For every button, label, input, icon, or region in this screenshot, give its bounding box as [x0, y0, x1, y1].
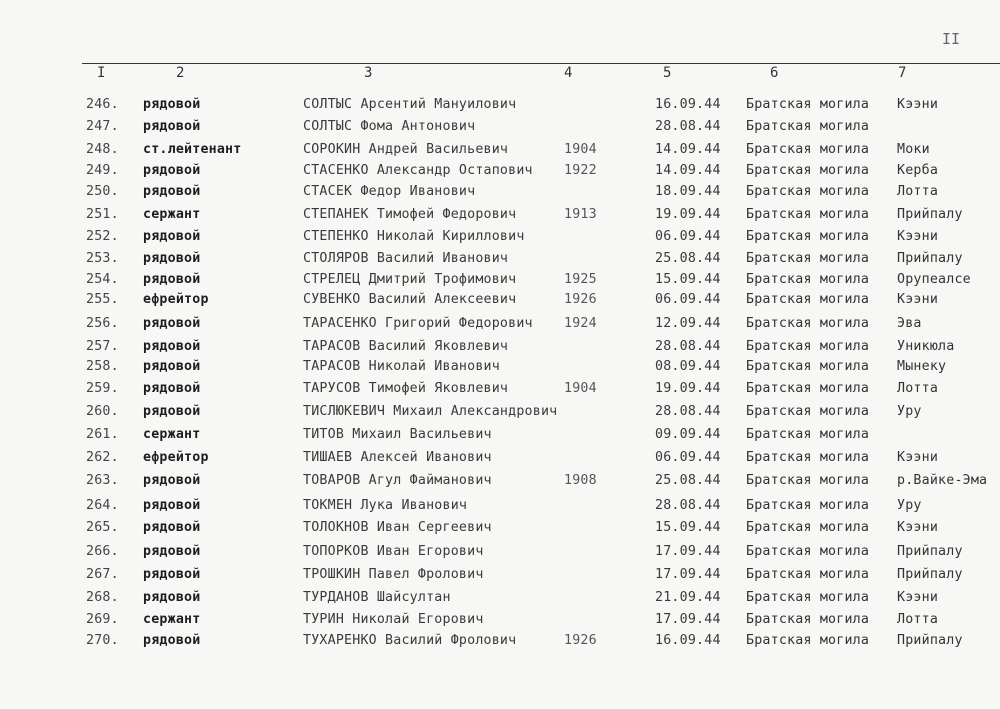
full-name: СОЛТЫС Фома Антонович — [303, 119, 476, 134]
full-name: ТОПОРКОВ Иван Егорович — [303, 544, 484, 559]
burial-place: Прийпалу — [897, 567, 963, 582]
burial-type: Братская могила — [746, 272, 870, 287]
birth-year: 1922 — [564, 163, 597, 178]
death-date: 08.09.44 — [655, 359, 721, 374]
rank: рядовой — [143, 567, 201, 582]
table-row — [0, 339, 1000, 359]
birth-year: 1904 — [564, 142, 597, 157]
row-number: 257. — [86, 339, 119, 354]
rank: ефрейтор — [143, 292, 209, 307]
table-row — [0, 427, 1000, 447]
birth-year: 1924 — [564, 316, 597, 331]
burial-type: Братская могила — [746, 427, 870, 442]
burial-type: Братская могила — [746, 359, 870, 374]
death-date: 06.09.44 — [655, 292, 721, 307]
birth-year: 1908 — [564, 473, 597, 488]
row-number: 258. — [86, 359, 119, 374]
row-number: 265. — [86, 520, 119, 535]
table-row — [0, 97, 1000, 117]
rank: рядовой — [143, 184, 201, 199]
death-date: 06.09.44 — [655, 229, 721, 244]
column-header: I — [97, 65, 106, 81]
burial-place: Кээни — [897, 292, 939, 307]
burial-place: Эва — [897, 316, 922, 331]
death-date: 25.08.44 — [655, 473, 721, 488]
burial-place: Лотта — [897, 184, 939, 199]
table-row — [0, 544, 1000, 564]
rank: рядовой — [143, 498, 201, 513]
table-row — [0, 163, 1000, 183]
full-name: СТЕПЕНКО Николай Кириллович — [303, 229, 525, 244]
burial-place: Кээни — [897, 97, 939, 112]
column-header: 7 — [898, 65, 907, 81]
death-date: 14.09.44 — [655, 163, 721, 178]
row-number: 246. — [86, 97, 119, 112]
death-date: 15.09.44 — [655, 520, 721, 535]
rank: рядовой — [143, 590, 201, 605]
rank: ст.лейтенант — [143, 142, 242, 157]
death-date: 17.09.44 — [655, 612, 721, 627]
row-number: 263. — [86, 473, 119, 488]
burial-place: Уникюла — [897, 339, 955, 354]
row-number: 264. — [86, 498, 119, 513]
burial-type: Братская могила — [746, 498, 870, 513]
death-date: 19.09.44 — [655, 207, 721, 222]
table-row — [0, 520, 1000, 540]
row-number: 261. — [86, 427, 119, 442]
full-name: ТИСЛЮКЕВИЧ Михаил Александрович — [303, 404, 558, 419]
burial-place: Прийпалу — [897, 633, 963, 648]
burial-type: Братская могила — [746, 450, 870, 465]
full-name: ТОКМЕН Лука Иванович — [303, 498, 468, 513]
full-name: СТОЛЯРОВ Василий Иванович — [303, 251, 509, 266]
death-date: 17.09.44 — [655, 567, 721, 582]
burial-place: Кээни — [897, 450, 939, 465]
full-name: ТАРАСЕНКО Григорий Федорович — [303, 316, 533, 331]
burial-place: Моки — [897, 142, 930, 157]
row-number: 251. — [86, 207, 119, 222]
table-row — [0, 567, 1000, 587]
burial-type: Братская могила — [746, 184, 870, 199]
burial-place: Кээни — [897, 229, 939, 244]
death-date: 28.08.44 — [655, 498, 721, 513]
column-header: 3 — [364, 65, 373, 81]
full-name: ТОВАРОВ Агул Файманович — [303, 473, 492, 488]
death-date: 28.08.44 — [655, 339, 721, 354]
death-date: 14.09.44 — [655, 142, 721, 157]
column-header: 6 — [770, 65, 779, 81]
burial-type: Братская могила — [746, 97, 870, 112]
table-row — [0, 612, 1000, 632]
table-row — [0, 292, 1000, 312]
burial-place: Керба — [897, 163, 939, 178]
burial-type: Братская могила — [746, 633, 870, 648]
death-date: 12.09.44 — [655, 316, 721, 331]
table-row — [0, 251, 1000, 271]
row-number: 247. — [86, 119, 119, 134]
table-row — [0, 359, 1000, 379]
row-number: 255. — [86, 292, 119, 307]
row-number: 252. — [86, 229, 119, 244]
burial-type: Братская могила — [746, 292, 870, 307]
table-row — [0, 381, 1000, 401]
burial-place: Прийпалу — [897, 207, 963, 222]
burial-type: Братская могила — [746, 520, 870, 535]
rank: рядовой — [143, 97, 201, 112]
table-row — [0, 450, 1000, 470]
burial-type: Братская могила — [746, 590, 870, 605]
table-row — [0, 404, 1000, 424]
table-row — [0, 207, 1000, 227]
burial-type: Братская могила — [746, 207, 870, 222]
burial-place: Прийпалу — [897, 544, 963, 559]
full-name: ТАРАСОВ Василий Яковлевич — [303, 339, 509, 354]
row-number: 269. — [86, 612, 119, 627]
column-header: 2 — [176, 65, 185, 81]
rank: сержант — [143, 427, 201, 442]
burial-place: Кээни — [897, 520, 939, 535]
rank: рядовой — [143, 251, 201, 266]
rank: рядовой — [143, 520, 201, 535]
rank: рядовой — [143, 381, 201, 396]
burial-place: р.Вайке-Эма — [897, 473, 988, 488]
table-row — [0, 473, 1000, 493]
column-header: 5 — [663, 65, 672, 81]
table-row — [0, 316, 1000, 336]
table-row — [0, 272, 1000, 292]
full-name: ТАРАСОВ Николай Иванович — [303, 359, 500, 374]
table-row — [0, 633, 1000, 653]
death-date: 15.09.44 — [655, 272, 721, 287]
burial-place: Уру — [897, 404, 922, 419]
burial-place: Орупеалсе — [897, 272, 971, 287]
full-name: ТУРДАНОВ Шайсултан — [303, 590, 451, 605]
row-number: 267. — [86, 567, 119, 582]
full-name: СТРЕЛЕЦ Дмитрий Трофимович — [303, 272, 517, 287]
burial-type: Братская могила — [746, 163, 870, 178]
table-row — [0, 184, 1000, 204]
death-date: 16.09.44 — [655, 97, 721, 112]
full-name: ТИТОВ Михаил Васильевич — [303, 427, 492, 442]
rank: рядовой — [143, 316, 201, 331]
rank: рядовой — [143, 272, 201, 287]
row-number: 256. — [86, 316, 119, 331]
full-name: ТРОШКИН Павел Фролович — [303, 567, 484, 582]
death-date: 21.09.44 — [655, 590, 721, 605]
death-date: 17.09.44 — [655, 544, 721, 559]
burial-type: Братская могила — [746, 567, 870, 582]
birth-year: 1926 — [564, 633, 597, 648]
full-name: ТАРУСОВ Тимофей Яковлевич — [303, 381, 509, 396]
full-name: ТИШАЕВ Алексей Иванович — [303, 450, 492, 465]
full-name: СОЛТЫС Арсентий Мануилович — [303, 97, 517, 112]
death-date: 09.09.44 — [655, 427, 721, 442]
table-row — [0, 142, 1000, 162]
burial-place: Кээни — [897, 590, 939, 605]
row-number: 260. — [86, 404, 119, 419]
full-name: ТУРИН Николай Егорович — [303, 612, 484, 627]
rank: рядовой — [143, 359, 201, 374]
burial-type: Братская могила — [746, 119, 870, 134]
burial-type: Братская могила — [746, 473, 870, 488]
full-name: СТЕПАНЕК Тимофей Федорович — [303, 207, 517, 222]
full-name: СТАСЕНКО Александр Остапович — [303, 163, 533, 178]
burial-type: Братская могила — [746, 339, 870, 354]
table-row — [0, 229, 1000, 249]
burial-type: Братская могила — [746, 251, 870, 266]
death-date: 18.09.44 — [655, 184, 721, 199]
rank: сержант — [143, 612, 201, 627]
burial-type: Братская могила — [746, 612, 870, 627]
row-number: 266. — [86, 544, 119, 559]
row-number: 250. — [86, 184, 119, 199]
rank: рядовой — [143, 229, 201, 244]
table-row — [0, 590, 1000, 610]
rank: сержант — [143, 207, 201, 222]
table-row — [0, 498, 1000, 518]
rank: рядовой — [143, 544, 201, 559]
burial-type: Братская могила — [746, 381, 870, 396]
death-date: 28.08.44 — [655, 119, 721, 134]
rank: рядовой — [143, 339, 201, 354]
birth-year: 1926 — [564, 292, 597, 307]
birth-year: 1904 — [564, 381, 597, 396]
burial-place: Лотта — [897, 612, 939, 627]
burial-place: Прийпалу — [897, 251, 963, 266]
rank: рядовой — [143, 404, 201, 419]
table-row — [0, 119, 1000, 139]
row-number: 254. — [86, 272, 119, 287]
burial-type: Братская могила — [746, 229, 870, 244]
birth-year: 1925 — [564, 272, 597, 287]
full-name: СОРОКИН Андрей Васильевич — [303, 142, 509, 157]
rank: рядовой — [143, 633, 201, 648]
rank: рядовой — [143, 119, 201, 134]
page-number: II — [942, 30, 961, 48]
death-date: 16.09.44 — [655, 633, 721, 648]
row-number: 249. — [86, 163, 119, 178]
burial-type: Братская могила — [746, 316, 870, 331]
rank: рядовой — [143, 473, 201, 488]
burial-place: Мынеку — [897, 359, 947, 374]
row-number: 268. — [86, 590, 119, 605]
full-name: СУВЕНКО Василий Алексеевич — [303, 292, 517, 307]
rank: ефрейтор — [143, 450, 209, 465]
burial-type: Братская могила — [746, 404, 870, 419]
birth-year: 1913 — [564, 207, 597, 222]
row-number: 253. — [86, 251, 119, 266]
row-number: 248. — [86, 142, 119, 157]
burial-place: Лотта — [897, 381, 939, 396]
burial-type: Братская могила — [746, 142, 870, 157]
death-date: 28.08.44 — [655, 404, 721, 419]
rank: рядовой — [143, 163, 201, 178]
row-number: 262. — [86, 450, 119, 465]
death-date: 19.09.44 — [655, 381, 721, 396]
death-date: 06.09.44 — [655, 450, 721, 465]
death-date: 25.08.44 — [655, 251, 721, 266]
full-name: ТУХАРЕНКО Василий Фролович — [303, 633, 517, 648]
full-name: СТАСЕК Федор Иванович — [303, 184, 476, 199]
row-number: 259. — [86, 381, 119, 396]
column-header: 4 — [564, 65, 573, 81]
row-number: 270. — [86, 633, 119, 648]
burial-place: Уру — [897, 498, 922, 513]
full-name: ТОЛОКНОВ Иван Сергеевич — [303, 520, 492, 535]
burial-type: Братская могила — [746, 544, 870, 559]
